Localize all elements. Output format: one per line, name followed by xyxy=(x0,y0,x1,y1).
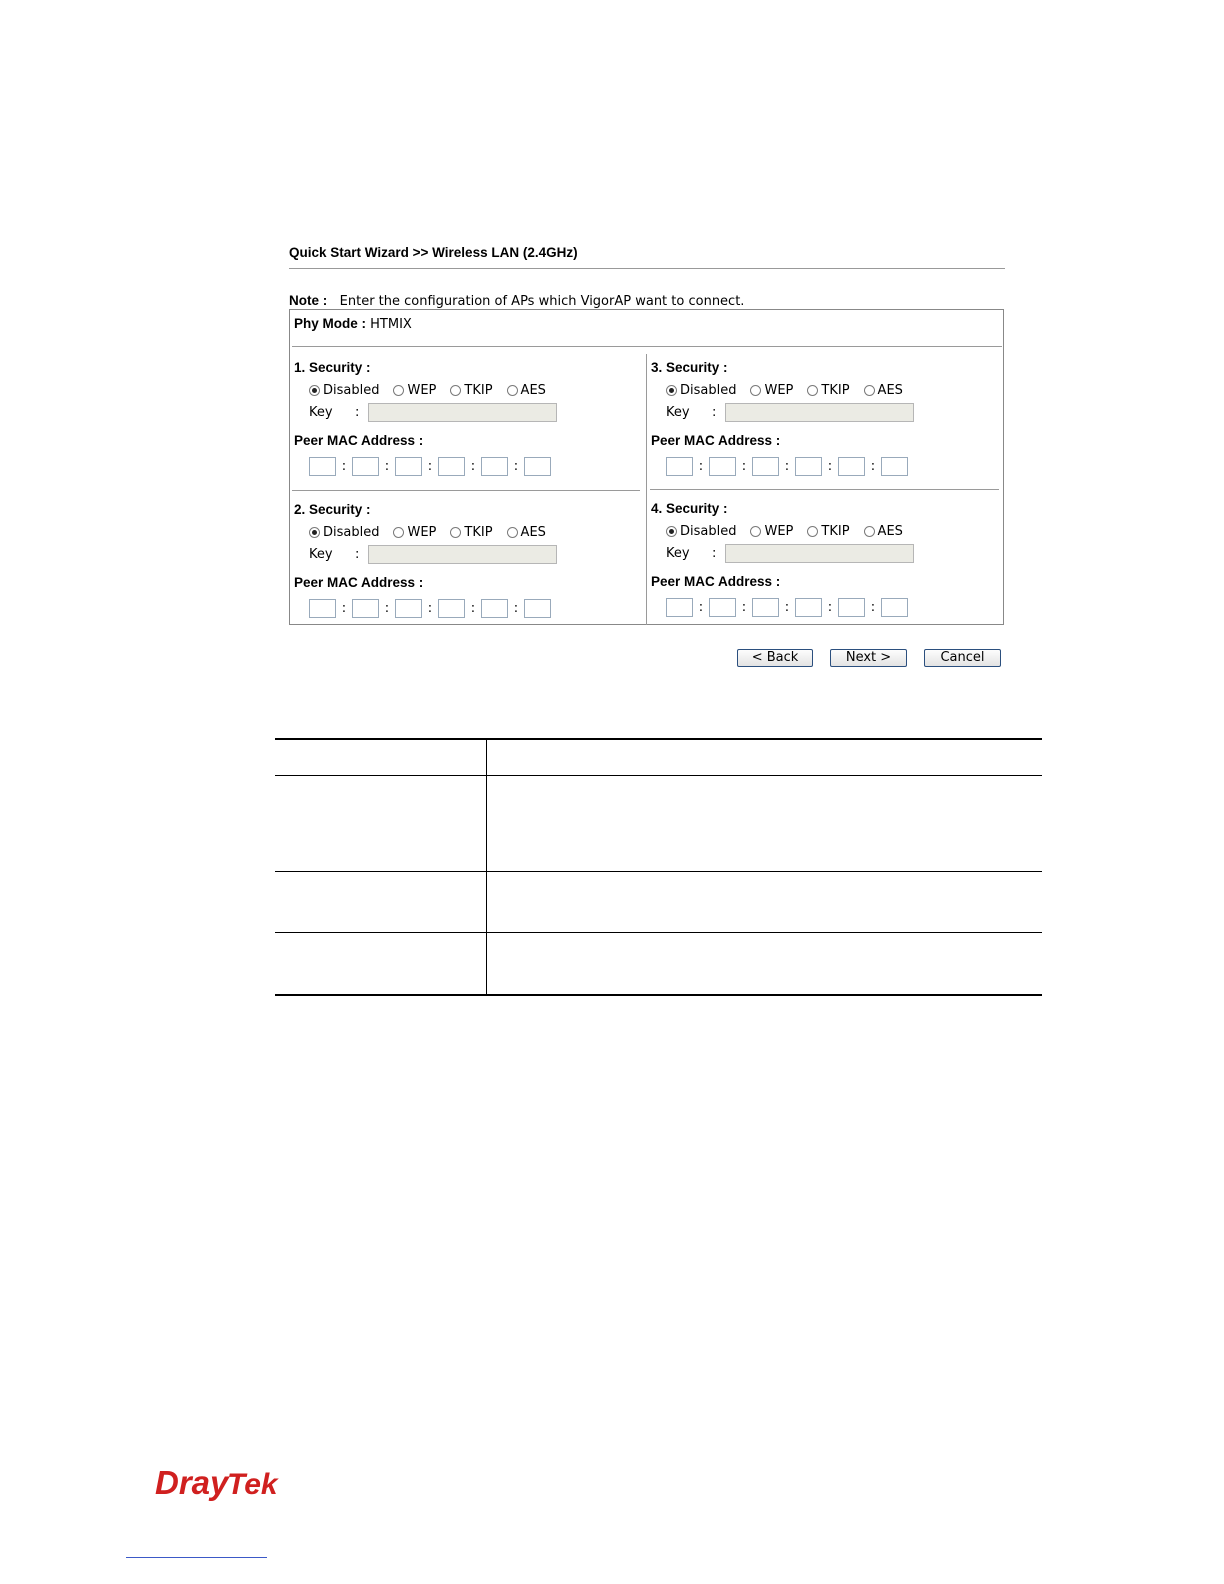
mac-octet-input[interactable] xyxy=(795,457,822,476)
table-column-rule xyxy=(486,740,487,994)
radio-disabled[interactable]: Disabled xyxy=(309,383,379,398)
mac-octet-input[interactable] xyxy=(438,457,465,476)
mac-octet-input[interactable] xyxy=(881,457,908,476)
peer-mac-inputs: : : : : : xyxy=(666,598,908,617)
peer-mac-label: Peer MAC Address : xyxy=(294,575,424,590)
radio-icon xyxy=(507,527,518,538)
note-text: Enter the configuration of APs which VigorAP want to connect. xyxy=(339,294,745,309)
key-row xyxy=(309,545,557,564)
mac-octet-input[interactable] xyxy=(309,457,336,476)
panel-divider xyxy=(292,346,1002,347)
security-radio-group xyxy=(666,383,917,398)
column-divider xyxy=(646,354,647,625)
radio-aes[interactable]: AES xyxy=(507,525,546,540)
mac-octet-input[interactable] xyxy=(666,598,693,617)
radio-selected-icon xyxy=(309,385,320,396)
security-section-2 xyxy=(294,502,634,626)
page-title: Quick Start Wizard >> Wireless LAN (2.4GHz) xyxy=(289,245,578,260)
mac-octet-input[interactable] xyxy=(309,599,336,618)
key-input[interactable] xyxy=(725,403,914,422)
security-section-3 xyxy=(651,360,991,484)
radio-aes[interactable]: AES xyxy=(507,383,546,398)
security-radio-group xyxy=(309,525,560,540)
mac-octet-input[interactable] xyxy=(752,457,779,476)
draytek-logo-svg xyxy=(155,1462,290,1502)
key-row xyxy=(309,403,557,422)
mac-octet-input[interactable] xyxy=(838,457,865,476)
radio-icon xyxy=(807,526,818,537)
key-input[interactable] xyxy=(725,544,914,563)
mac-octet-input[interactable] xyxy=(524,457,551,476)
security-title: 4. Security : xyxy=(651,501,728,516)
logo-tek-text: Tek xyxy=(227,1468,278,1501)
key-label: Key xyxy=(666,405,690,420)
security-section-4 xyxy=(651,501,991,625)
mac-octet-input[interactable] xyxy=(481,457,508,476)
right-section-divider xyxy=(650,489,999,490)
peer-mac-label: Peer MAC Address : xyxy=(651,433,781,448)
security-radio-group xyxy=(666,524,917,539)
mac-octet-input[interactable] xyxy=(838,598,865,617)
cancel-button[interactable]: Cancel xyxy=(924,649,1001,667)
table-row-rule xyxy=(275,871,1042,872)
peer-mac-label: Peer MAC Address : xyxy=(294,433,424,448)
radio-selected-icon xyxy=(666,526,677,537)
phy-mode xyxy=(294,316,412,332)
table-row-rule xyxy=(275,932,1042,933)
radio-icon xyxy=(393,385,404,396)
radio-disabled[interactable]: Disabled xyxy=(309,525,379,540)
radio-tkip[interactable]: TKIP xyxy=(450,525,492,540)
radio-icon xyxy=(507,385,518,396)
radio-wep[interactable]: WEP xyxy=(750,383,793,398)
key-input[interactable] xyxy=(368,403,557,422)
logo-dray-text: Dray xyxy=(155,1464,229,1501)
radio-wep[interactable]: WEP xyxy=(750,524,793,539)
phy-mode-value: HTMIX xyxy=(370,317,412,332)
peer-mac-inputs: : : : : : xyxy=(309,599,551,618)
key-colon: : xyxy=(712,405,717,420)
security-title: 2. Security : xyxy=(294,502,371,517)
security-section-1 xyxy=(294,360,634,484)
security-title: 3. Security : xyxy=(651,360,728,375)
mac-octet-input[interactable] xyxy=(352,599,379,618)
mac-octet-input[interactable] xyxy=(395,457,422,476)
radio-tkip[interactable]: TKIP xyxy=(450,383,492,398)
key-row xyxy=(666,403,914,422)
radio-icon xyxy=(864,526,875,537)
radio-disabled[interactable]: Disabled xyxy=(666,383,736,398)
radio-disabled[interactable]: Disabled xyxy=(666,524,736,539)
radio-tkip[interactable]: TKIP xyxy=(807,524,849,539)
mac-octet-input[interactable] xyxy=(524,599,551,618)
table-bottom-rule xyxy=(275,994,1042,996)
peer-mac-inputs: : : : : : xyxy=(309,457,551,476)
radio-wep[interactable]: WEP xyxy=(393,525,436,540)
radio-icon xyxy=(750,526,761,537)
key-label: Key xyxy=(309,405,333,420)
next-button[interactable]: Next > xyxy=(830,649,907,667)
radio-icon xyxy=(750,385,761,396)
radio-wep[interactable]: WEP xyxy=(393,383,436,398)
key-input[interactable] xyxy=(368,545,557,564)
note-label: Note : xyxy=(289,293,328,308)
key-label: Key xyxy=(309,547,333,562)
mac-octet-input[interactable] xyxy=(881,598,908,617)
footer-link-rule xyxy=(126,1557,267,1558)
draytek-logo xyxy=(155,1462,290,1506)
peer-mac-inputs: : : : : : xyxy=(666,457,908,476)
mac-octet-input[interactable] xyxy=(481,599,508,618)
mac-octet-input[interactable] xyxy=(395,599,422,618)
security-radio-group xyxy=(309,383,560,398)
back-button[interactable]: < Back xyxy=(737,649,813,667)
radio-aes[interactable]: AES xyxy=(864,524,903,539)
mac-octet-input[interactable] xyxy=(666,457,693,476)
mac-octet-input[interactable] xyxy=(438,599,465,618)
radio-selected-icon xyxy=(309,527,320,538)
key-colon: : xyxy=(355,547,360,562)
key-colon: : xyxy=(355,405,360,420)
table-header-rule xyxy=(275,775,1042,776)
left-section-divider xyxy=(292,490,640,491)
radio-selected-icon xyxy=(666,385,677,396)
key-colon: : xyxy=(712,546,717,561)
mac-octet-input[interactable] xyxy=(352,457,379,476)
radio-aes[interactable]: AES xyxy=(864,383,903,398)
radio-icon xyxy=(807,385,818,396)
key-row xyxy=(666,544,914,563)
phy-mode-label: Phy Mode : xyxy=(294,316,367,331)
radio-tkip[interactable]: TKIP xyxy=(807,383,849,398)
note xyxy=(289,293,744,309)
mac-octet-input[interactable] xyxy=(709,457,736,476)
mac-octet-input[interactable] xyxy=(795,598,822,617)
radio-icon xyxy=(450,385,461,396)
mac-octet-input[interactable] xyxy=(752,598,779,617)
peer-mac-label: Peer MAC Address : xyxy=(651,574,781,589)
radio-icon xyxy=(864,385,875,396)
title-divider xyxy=(289,268,1005,269)
key-label: Key xyxy=(666,546,690,561)
radio-icon xyxy=(450,527,461,538)
security-title: 1. Security : xyxy=(294,360,371,375)
mac-octet-input[interactable] xyxy=(709,598,736,617)
radio-icon xyxy=(393,527,404,538)
table-top-rule xyxy=(275,738,1042,740)
